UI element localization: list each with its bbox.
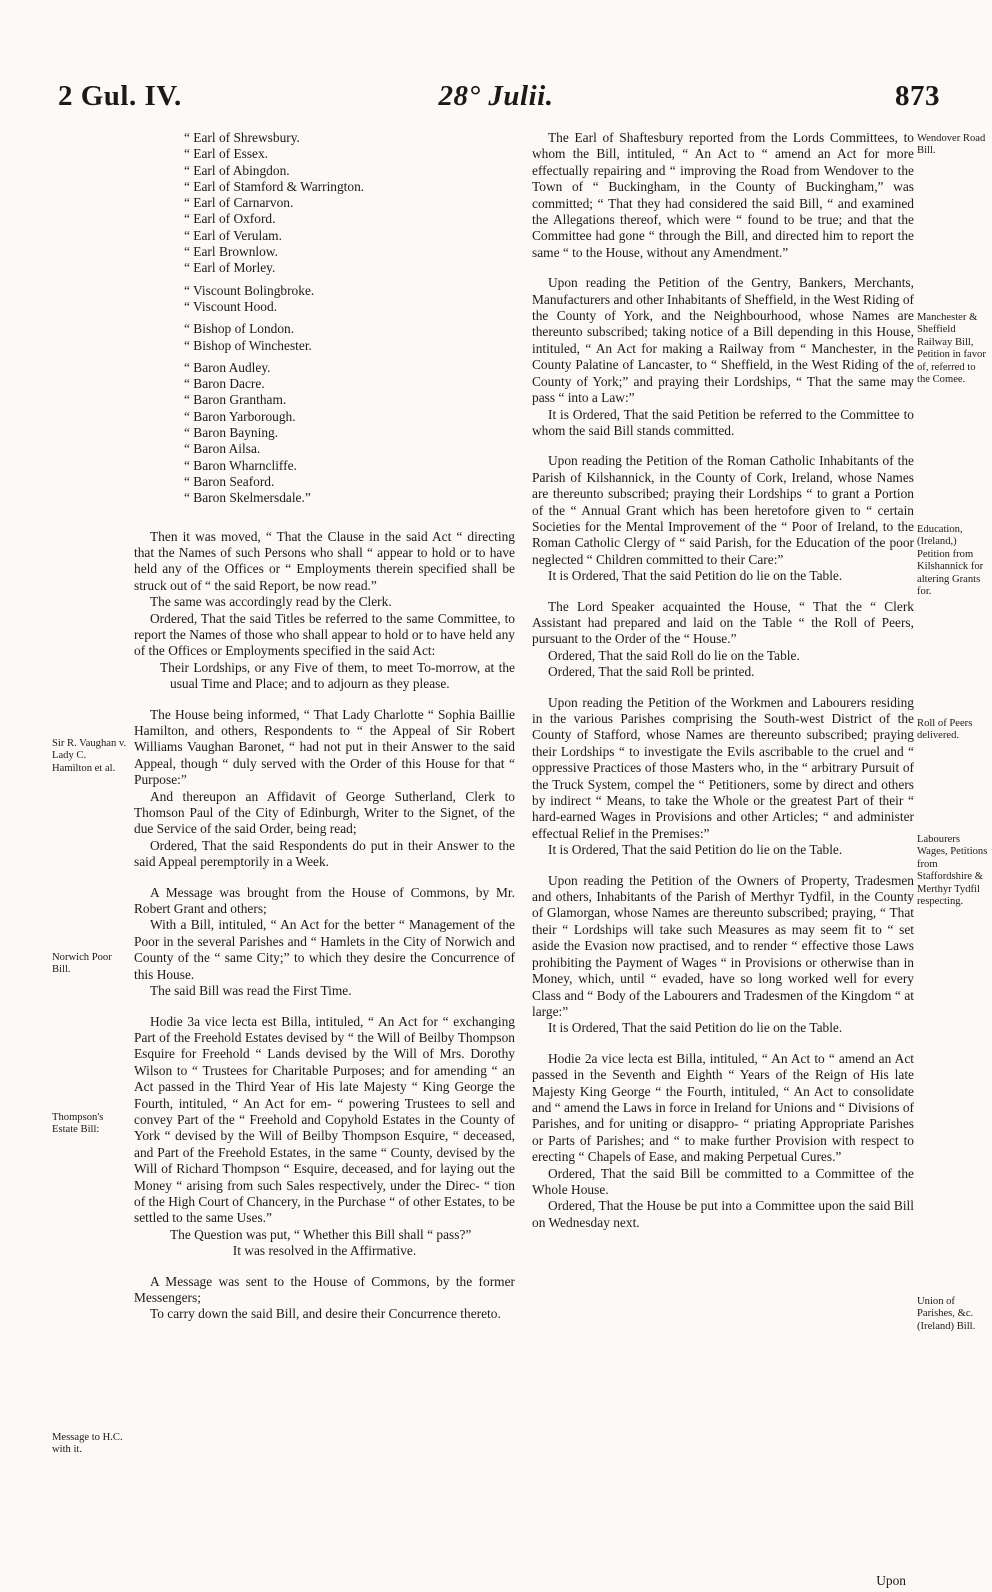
thompson-section — [134, 1014, 515, 1260]
vaughan-section — [134, 707, 515, 871]
paragraph: To carry down the said Bill, and desire their Concurrence thereto. — [150, 1306, 501, 1322]
title-entry: “ Baron Grantham. — [184, 392, 287, 408]
wendover-section — [532, 130, 914, 261]
paragraph: Ordered, That the House be put into a Committee upon the said Bill on Wednesday next. — [532, 1198, 914, 1230]
clause-section — [134, 529, 515, 693]
paragraph: The House being informed, “ That Lady Charlotte “ Sophia Baillie Hamilton, and others, Respondents to “ the Appeal of Sir Robert Williams Vaughan Baronet, “ had not put in their Answer to the said Appeal, though “ duly served with the Order of this House for that “ Purpose:” — [134, 706, 515, 788]
title-entry: “ Baron Wharncliffe. — [184, 457, 297, 473]
title-entry: “ Baron Dacre. — [184, 376, 265, 392]
paragraph: Ordered, That the said Roll do lie on the Table. — [548, 647, 800, 663]
paragraph: Then it was moved, “ That the Clause in the said Act “ directing that the Names of such Persons who shall “ appear to hold or to have held any of the Offices or “ Employments therein specified shall be struck out of “ the said Report, be now read.” — [134, 528, 515, 593]
education-section — [532, 453, 914, 584]
margin-note-labourers: Labourers Wages, Petitions from Staffordshire & Merthyr Tydfil respecting. — [917, 834, 988, 908]
title-entry: “ Bishop of London. — [184, 321, 295, 337]
paragraph: With a Bill, intituled, “ An Act for the better “ Management of the Poor in the several Parishes and “ Hamlets in the City of Norwich and County of the “ same City;” to which they desire the Concurrence of this House. — [134, 917, 515, 982]
title-entry: “ Earl of Shrewsbury. — [184, 130, 300, 145]
title-entry: “ Baron Ailsa. — [184, 441, 261, 457]
paragraph: The Question was put, “ Whether this Bill shall “ pass?” — [170, 1226, 472, 1242]
margin-note-education: Education, (Ireland,) Petition from Kilshannick for altering Grants for. — [917, 524, 984, 598]
paragraph: It is Ordered, That the said Petition do lie on the Table. — [548, 1020, 843, 1036]
paragraph: Hodie 2a vice lecta est Billa, intituled, “ An Act to “ amend an Act passed in the Seventh and Eighth “ Years of the Reign of His late Majesty King George “ the Fourth, intituled, “ An Act to consolidate and “ amend the Laws in force in Ireland for Unions and “ Divisions of Parishes, and for uniting or disappro- “ priating Appropriate Parishes or Parts of Parishes; and “ to make further Provision with respect to erecting “ Chapels of Ease, and making Perpetual Cures.” — [532, 1050, 914, 1165]
title-entry: “ Earl of Essex. — [184, 146, 269, 162]
paragraph: And thereupon an Affidavit of George Sutherland, Clerk to Thomson Paul of the City of Edinburgh, Writer to the Signet, of the due Service of the said Order, being read; — [134, 788, 515, 837]
title-entry: “ Viscount Hood. — [184, 298, 278, 314]
paragraph: It was resolved in the Affirmative. — [232, 1243, 417, 1259]
page-number: 873 — [895, 80, 940, 112]
earls-group — [184, 130, 515, 277]
margin-note-message: Message to H.C. with it. — [52, 1432, 123, 1456]
roll-section — [532, 599, 914, 681]
paragraph: It is Ordered, That the said Petition do lie on the Table. — [548, 568, 843, 584]
paragraph: Ordered, That the said Titles be referred to the same Committee, to report the Names of those who shall appear to hold or to have held any of the Offices or Employments specified in the said Act: — [134, 610, 515, 659]
title-entry: “ Earl of Oxford. — [184, 211, 276, 227]
paragraph: Upon reading the Petition of the Roman Catholic Inhabitants of the Parish of Kilshannick, in the County of Cork, Ireland, whose Names are thereunto subscribed; praying their Lordships “ to grant a Portion of the “ Annual Grant which has been heretofore given to “ certain Societies for the Mental Improvement of the “ Poor of Ireland, to the Roman Catholic Clergy of “ said Parish, for the Education of the poor neglected “ Children committed to their Care:” — [532, 453, 914, 567]
left-column — [134, 130, 515, 1337]
union-section — [532, 1051, 914, 1231]
paragraph: Upon reading the Petition of the Owners of Property, Tradesmen and others, Inhabitants of the Parish of Merthyr Tydfil, in the County of Glamorgan, whose Names are thereunto subscribed; praying, “ That their “ Lordships will take such Measures as may seem fit to “ set aside the Evasion now practised, and to render “ effective those Laws prohibiting the Payment of Wages “ in Provisions or otherwise than in Money, which, until “ evaded, have so long worked well for every Class and “ Body of the Labourers and Tradesmen of the Kingdom “ at large:” — [532, 872, 914, 1019]
norwich-section — [134, 885, 515, 1000]
paragraph: Upon reading the Petition of the Gentry, Bankers, Merchants, Manufacturers and other Inhabitants of Sheffield, in the West Riding of the County of York, and the Neighbourhood, whose Names are thereunto subscribed; taking notice of a Bill depending in this House, intituled, “ An Act for making a Railway from “ Manchester, in the County Palatine of Lancaster, to “ Sheffield, in the West Riding of the County of York;” and praying their Lordships, “ That the same may pass “ into a Law:” — [532, 275, 914, 406]
regnal-year: 2 Gul. IV. — [58, 80, 182, 112]
margin-note-roll: Roll of Peers delivered. — [917, 718, 973, 742]
date-heading: 28° Julii. — [438, 80, 554, 112]
title-entry: “ Baron Bayning. — [184, 425, 279, 441]
titles-list — [134, 130, 515, 507]
title-entry: “ Baron Yarborough. — [184, 408, 296, 424]
paragraph: Ordered, That the said Bill be committed to a Committee of the Whole House. — [532, 1165, 914, 1197]
title-entry: “ Earl of Stamford & Warrington. — [184, 178, 365, 194]
paragraph: The said Bill was read the First Time. — [150, 983, 352, 999]
paragraph: The same was accordingly read by the Clerk. — [150, 594, 392, 610]
margin-note-wendover: Wendover Road Bill. — [917, 133, 986, 157]
page-header — [0, 80, 992, 126]
labourers-section — [532, 695, 914, 859]
margin-note-manchester: Manchester & Sheffield Railway Bill, Petition in favor of, referred to the Comee. — [917, 312, 986, 386]
viscounts-group — [184, 283, 515, 316]
title-entry: “ Earl of Abingdon. — [184, 162, 290, 178]
margin-note-vaughan: Sir R. Vaughan v. Lady C. Hamilton et al. — [52, 738, 127, 774]
paragraph: Their Lordships, or any Five of them, to meet To-morrow, at the usual Time and Place; and to adjourn as they please. — [160, 659, 515, 692]
paragraph: It is Ordered, That the said Petition be referred to the Committee to whom the said Bill stands committed. — [532, 406, 914, 438]
paragraph: Upon reading the Petition of the Workmen and Labourers residing in the various Parishes comprising the South-west District of the County of Stafford, whose Names are thereunto subscribed; praying their Lordships “ to investigate the Evils ascribable to the cruel and “ oppressive Practices of those Masters who, in the “ arbitrary Pursuit of the Truck System, compel the “ Petitioners, some by direct and others by indirect “ Means, to take the Whole or the greatest Part of their “ hard-earned Wages in Provisions and other Articles; “ and administer effectual Relief in the Premises:” — [532, 694, 914, 841]
message-section — [134, 1274, 515, 1323]
paragraph: Ordered, That the said Roll be printed. — [548, 664, 755, 680]
title-entry: “ Earl of Verulam. — [184, 227, 282, 243]
title-entry: “ Earl of Morley. — [184, 260, 276, 276]
title-entry: “ Viscount Bolingbroke. — [184, 282, 315, 298]
paragraph: It is Ordered, That the said Petition do lie on the Table. — [548, 842, 843, 858]
merthyr-section — [532, 873, 914, 1037]
right-column — [532, 130, 914, 1245]
title-entry: “ Baron Audley. — [184, 359, 271, 375]
title-entry: “ Baron Seaford. — [184, 473, 275, 489]
bishops-group — [184, 321, 515, 354]
margin-note-thompson: Thompson's Estate Bill: — [52, 1112, 104, 1136]
title-entry: “ Bishop of Winchester. — [184, 337, 312, 353]
margin-note-norwich: Norwich Poor Bill. — [52, 952, 112, 976]
paragraph: The Earl of Shaftesbury reported from the Lords Committees, to whom the Bill, intituled, “ An Act to “ amend an Act for more effectually repairing and “ improving the Road from Wendover to the Town of “ Buckingham, in the County of Buckingham,” was committed; “ That they had considered the said Bill, “ and examined the Allegations thereof, which were “ found to be true; and that the Committee had gone “ through the Bill, and directed him to report the same “ to the House, without any Amendment.” — [532, 130, 914, 260]
paragraph: A Message was brought from the House of Commons, by Mr. Robert Grant and others; — [134, 884, 515, 917]
paragraph: The Lord Speaker acquainted the House, “ That the “ Clerk Assistant had prepared and laid on the Table “ the Roll of Peers, pursuant to the Order of the “ House.” — [532, 598, 914, 647]
title-entry: “ Baron Skelmersdale.” — [184, 490, 311, 506]
title-entry: “ Earl Brownlow. — [184, 244, 278, 260]
manchester-section — [532, 275, 914, 439]
barons-group — [184, 360, 515, 507]
paragraph: A Message was sent to the House of Commons, by the former Messengers; — [134, 1273, 515, 1305]
catchword: Upon — [876, 1573, 906, 1588]
paragraph: Ordered, That the said Respondents do put in their Answer to the said Appeal peremptorily in a Week. — [134, 837, 515, 870]
title-entry: “ Earl of Carnarvon. — [184, 195, 294, 211]
margin-note-union: Union of Parishes, &c. (Ireland) Bill. — [917, 1296, 976, 1332]
paragraph: Hodie 3a vice lecta est Billa, intituled, “ An Act for “ exchanging Part of the Freehold Estates devised by “ the Will of Beilby Thompson Esquire for Freehold “ Lands devised by the Will of Mrs. Dorothy Wilson to “ Trustees for Charitable Purposes; and for amending “ an Act passed in the Third Year of His late Majesty “ King George the Fourth, intituled, “ An Act for em- “ powering Trustees to sell and convey Part of the “ Freehold and Copyhold Estates in the County of York “ devised by the Will of Beilby Thompson Esquire, “ deceased, and Part of the Freehold Estates, in the same “ County, devised by the Will of Richard Thompson “ Esquire, deceased, and for laying out the Money “ arising from such Sales respectively, under the Direc- “ tion of the High Court of Chancery, in the Purchase “ of other Estates, to be settled to the same Uses.” — [134, 1013, 515, 1226]
